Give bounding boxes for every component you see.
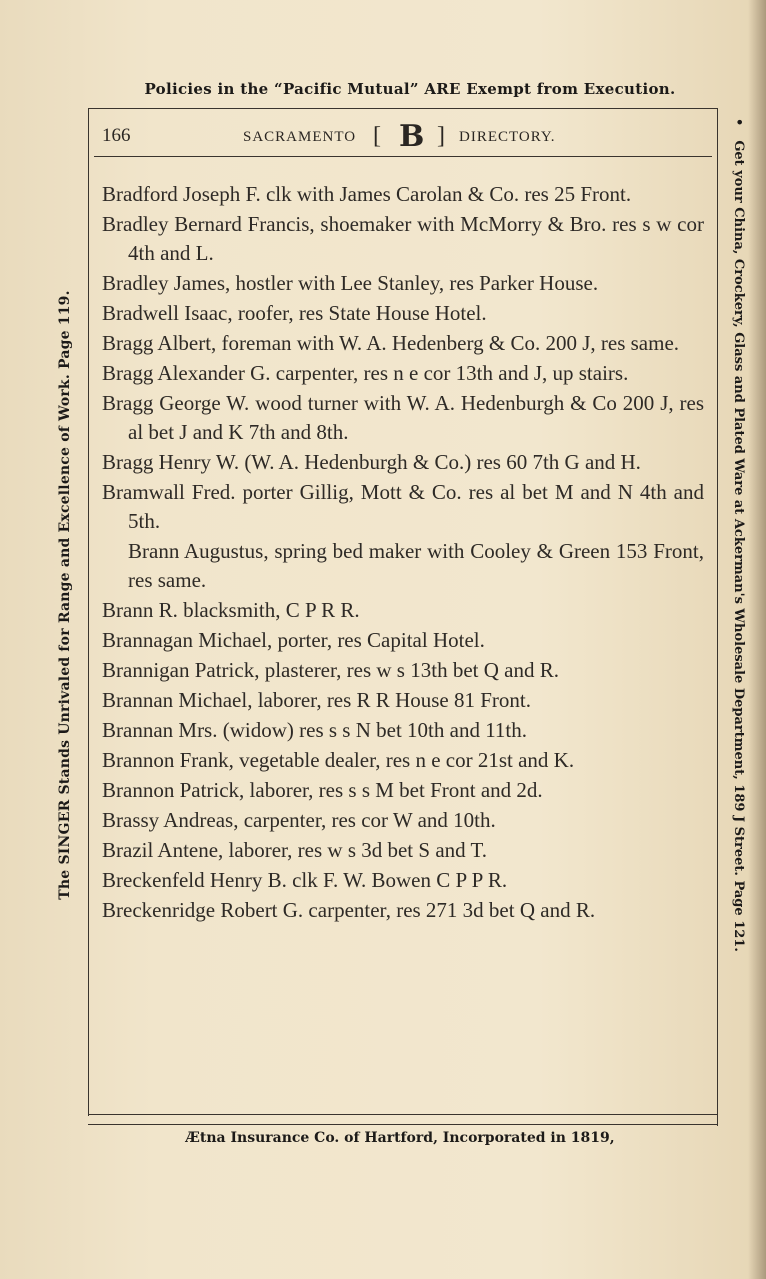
page-edge-shadow <box>748 0 766 1279</box>
right-margin-advertisement <box>724 118 746 1118</box>
frame-left-rule <box>88 108 89 1116</box>
directory-entry: Brassy Andreas, carpenter, res cor W and 10th. <box>102 808 496 832</box>
directory-entry: Brann Augustus, spring bed maker with Cooley & Green 153 Front, res same. <box>128 539 704 592</box>
directory-entry: Brannigan Patrick, plasterer, res w s 13th bet Q and R. <box>102 658 559 682</box>
directory-entry: Bradwell Isaac, roofer, res State House Hotel. <box>102 301 487 325</box>
bracket-close: ] <box>437 123 446 149</box>
directory-entry: Bragg Albert, foreman with W. A. Hedenberg & Co. 200 J, res same. <box>102 331 680 355</box>
header-separator-rule <box>94 156 712 157</box>
directory-entry: Brannagan Michael, porter, res Capital Hotel. <box>102 628 485 652</box>
top-advertisement: Policies in the “Pacific Mutual” ARE Exempt from Execution. <box>144 80 676 98</box>
bracket-open: [ <box>373 123 382 149</box>
page-number: 166 <box>102 125 131 146</box>
directory-entry: Brannon Frank, vegetable dealer, res n e cor 21st and K. <box>102 748 575 772</box>
directory-entry: Bragg Alexander G. carpenter, res n e cor 13th and J, up stairs. <box>102 361 629 385</box>
directory-entries <box>102 180 704 926</box>
bullet-icon: • <box>731 118 746 127</box>
directory-entry: Breckenfeld Henry B. clk F. W. Bowen C P P R. <box>102 868 508 892</box>
directory-label: DIRECTORY. <box>459 129 556 145</box>
directory-entry: Bradford Joseph F. clk with James Carolan & Co. res 25 Front. <box>102 182 632 206</box>
directory-entry: Bramwall Fred. porter Gillig, Mott & Co. res al bet M and N 4th and 5th. <box>102 480 704 533</box>
running-head <box>88 117 716 153</box>
right-margin-text: Get your China, Crockery, Glass and Plated Ware at Ackerman's Wholesale Department, 189 J Street. Page 121. <box>731 140 746 952</box>
city-name: SACRAMENTO <box>243 129 357 145</box>
directory-entry: Brazil Antene, laborer, res w s 3d bet S and T. <box>102 838 488 862</box>
bottom-advertisement: Ætna Insurance Co. of Hartford, Incorporated in 1819, <box>185 1130 615 1146</box>
frame-top-rule <box>88 108 718 109</box>
directory-entry: Brannan Michael, laborer, res R R House 81 Front. <box>102 688 531 712</box>
directory-entry: Bragg Henry W. (W. A. Hedenburgh & Co.) res 60 7th G and H. <box>102 450 641 474</box>
section-letter: B <box>399 119 426 154</box>
frame-right-rule <box>717 108 718 1126</box>
directory-entry: Bragg George W. wood turner with W. A. Hedenburgh & Co 200 J, res al bet J and K 7th and 8th. <box>102 391 704 444</box>
directory-entry: Brannon Patrick, laborer, res s s M bet Front and 2d. <box>102 778 543 802</box>
left-margin-advertisement: The SINGER Stands Unrivaled for Range and Excellence of Work. Page 119. <box>57 290 73 900</box>
frame-bottom-rule-outer <box>88 1124 718 1125</box>
directory-entry: Brann R. blacksmith, C P R R. <box>102 598 360 622</box>
directory-entry: Bradley James, hostler with Lee Stanley, res Parker House. <box>102 271 599 295</box>
directory-entry: Brannan Mrs. (widow) res s s N bet 10th and 11th. <box>102 718 527 742</box>
frame-bottom-rule <box>88 1114 718 1115</box>
directory-entry: Breckenridge Robert G. carpenter, res 271 3d bet Q and R. <box>102 898 596 922</box>
directory-entry: Bradley Bernard Francis, shoemaker with McMorry & Bro. res s w cor 4th and L. <box>102 212 704 265</box>
